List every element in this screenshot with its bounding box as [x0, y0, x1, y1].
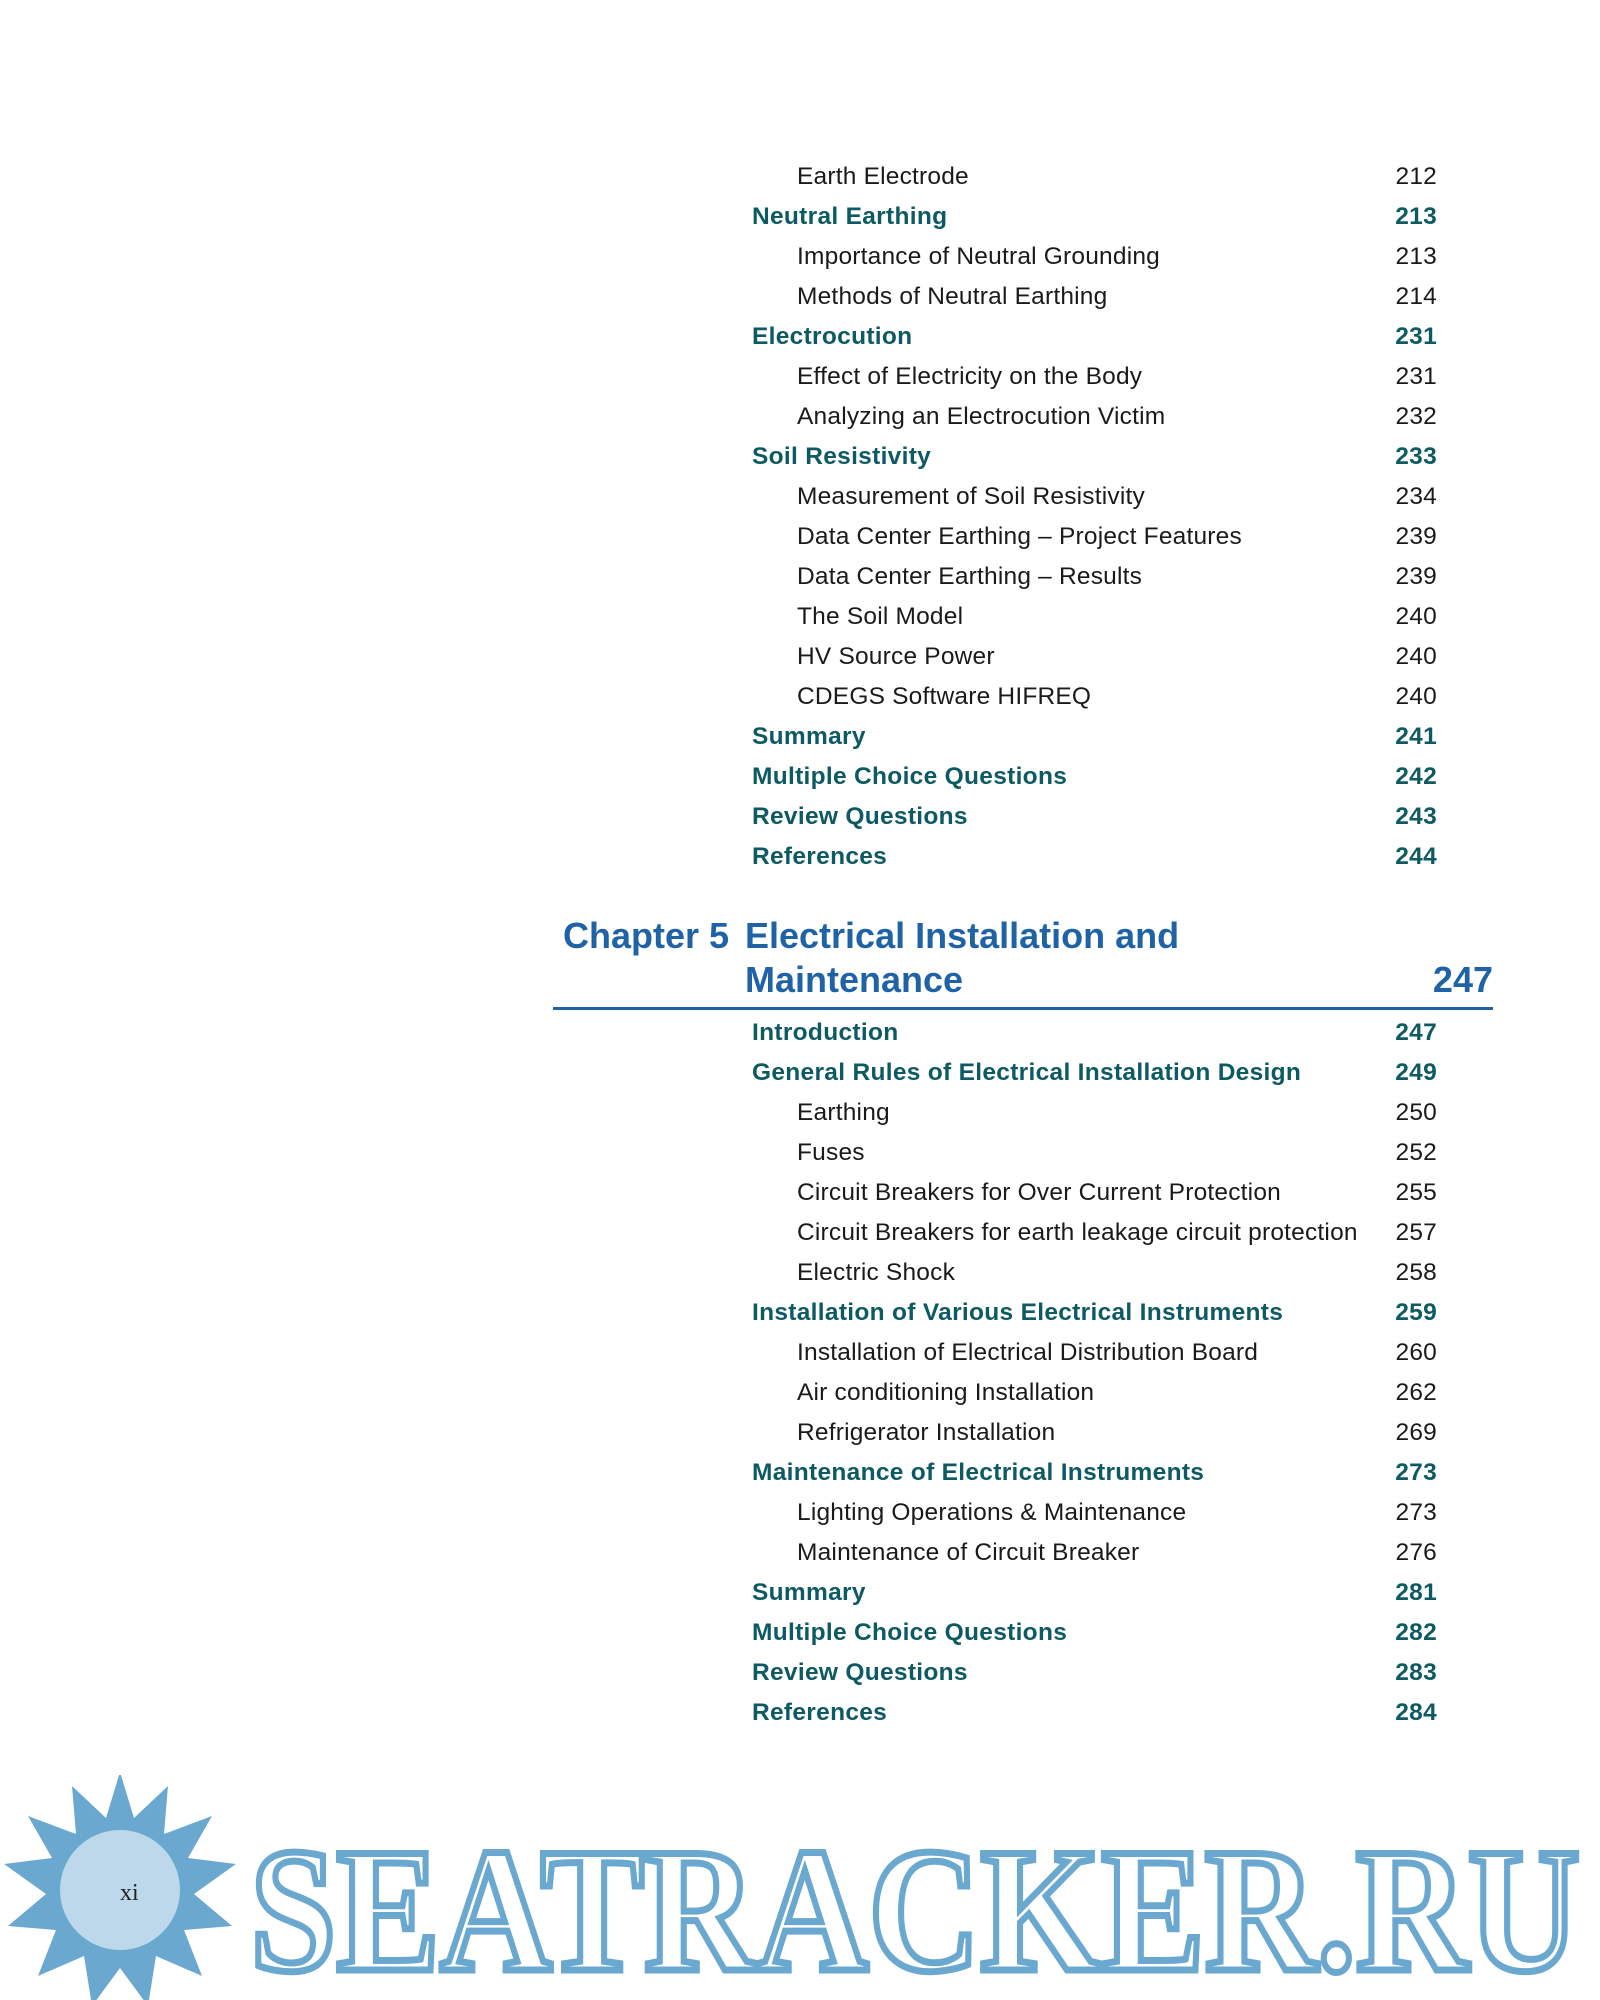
toc-subsection-entry[interactable] [752, 1213, 1437, 1253]
toc-entry-label: Electrocution [752, 323, 913, 350]
toc-entry-page: 273 [1395, 1499, 1437, 1526]
toc-entry-label: Review Questions [752, 803, 968, 830]
toc-entry-label: Circuit Breakers for Over Current Protection [797, 1179, 1281, 1206]
toc-entry-page: 244 [1395, 843, 1437, 870]
toc-entry-page: 214 [1395, 283, 1437, 310]
toc-section-entry[interactable] [752, 757, 1437, 797]
toc-entry-page: 282 [1395, 1619, 1437, 1646]
toc-entry-page: 240 [1395, 603, 1437, 630]
toc-entry-page: 233 [1395, 443, 1437, 470]
toc-subsection-entry[interactable] [752, 677, 1437, 717]
toc-section-entry[interactable] [752, 717, 1437, 757]
toc-entry-page: 262 [1395, 1379, 1437, 1406]
toc-subsection-entry[interactable] [752, 157, 1437, 197]
toc-subsection-entry[interactable] [752, 517, 1437, 557]
toc-subsection-entry[interactable] [752, 1493, 1437, 1533]
toc-entry-label: Soil Resistivity [752, 443, 932, 470]
page-folio: xi [120, 1880, 139, 1906]
toc-entry-page: 231 [1395, 323, 1437, 350]
toc-entry-page: 240 [1395, 643, 1437, 670]
toc-entry-label: CDEGS Software HIFREQ [797, 683, 1092, 710]
chapter-heading [553, 910, 1493, 1010]
toc-subsection-entry[interactable] [752, 557, 1437, 597]
toc-entry-label: HV Source Power [797, 643, 995, 670]
toc-entry-label: Neutral Earthing [752, 203, 948, 230]
toc-entry-page: 213 [1395, 203, 1437, 230]
chapter-number: Chapter 5 [563, 915, 730, 956]
watermark [0, 1775, 1600, 2000]
toc-entry-page: 231 [1395, 363, 1437, 390]
toc-entry-label: General Rules of Electrical Installation Design [752, 1059, 1302, 1086]
toc-subsection-entry[interactable] [752, 477, 1437, 517]
toc-entry-label: Installation of Electrical Distribution Board [797, 1339, 1259, 1366]
toc-entry-label: Measurement of Soil Resistivity [797, 483, 1145, 510]
toc-section-entry[interactable] [752, 1013, 1437, 1053]
toc-entry-label: Lighting Operations & Maintenance [797, 1499, 1187, 1526]
toc-entry-page: 252 [1395, 1139, 1437, 1166]
chapter-page: 247 [1432, 959, 1493, 1000]
toc-entry-page: 243 [1395, 803, 1437, 830]
toc-subsection-entry[interactable] [752, 1133, 1437, 1173]
toc-entry-label: Summary [752, 723, 866, 750]
toc-entry-label: The Soil Model [797, 603, 964, 630]
toc-entry-page: 247 [1395, 1019, 1437, 1046]
toc-entry-page: 255 [1395, 1179, 1437, 1206]
toc-entry-label: Maintenance of Electrical Instruments [752, 1459, 1205, 1486]
toc-entry-page: 260 [1395, 1339, 1437, 1366]
watermark-text: SEATRACKER.RU [250, 1811, 1580, 2000]
toc-entry-page: 249 [1395, 1059, 1437, 1086]
toc-entry-label: Circuit Breakers for earth leakage circuit protection [797, 1219, 1358, 1246]
toc-subsection-entry[interactable] [752, 1373, 1437, 1413]
toc-subsection-entry[interactable] [752, 597, 1437, 637]
toc-entry-label: Summary [752, 1579, 866, 1606]
toc-section-entry[interactable] [752, 1573, 1437, 1613]
toc-subsection-entry[interactable] [752, 1333, 1437, 1373]
toc-entry-label: Importance of Neutral Grounding [797, 243, 1161, 270]
toc-section-entry[interactable] [752, 1293, 1437, 1333]
toc-entry-page: 242 [1395, 763, 1437, 790]
toc-subsection-entry[interactable] [752, 237, 1437, 277]
toc-subsection-entry[interactable] [752, 397, 1437, 437]
toc-entry-page: 239 [1395, 563, 1437, 590]
toc-entry-label: Maintenance of Circuit Breaker [797, 1539, 1140, 1566]
toc-entry-page: 241 [1395, 723, 1437, 750]
toc-entry-label: Fuses [797, 1139, 865, 1166]
toc-entry-page: 281 [1395, 1579, 1437, 1606]
toc-section-entry[interactable] [752, 1693, 1437, 1733]
toc-entry-page: 232 [1395, 403, 1437, 430]
toc-section-entry[interactable] [752, 1453, 1437, 1493]
toc-entry-label: Data Center Earthing – Project Features [797, 523, 1242, 550]
toc-entry-page: 234 [1395, 483, 1437, 510]
toc-entry-page: 273 [1395, 1459, 1437, 1486]
toc-subsection-entry[interactable] [752, 1173, 1437, 1213]
toc-subsection-entry[interactable] [752, 1093, 1437, 1133]
toc-entry-label: Review Questions [752, 1659, 968, 1686]
toc-entry-label: Earthing [797, 1099, 890, 1126]
toc-entry-label: Air conditioning Installation [797, 1379, 1095, 1406]
toc-entry-label: Analyzing an Electrocution Victim [797, 403, 1166, 430]
toc-entry-label: Introduction [752, 1019, 899, 1046]
toc-entry-page: 283 [1395, 1659, 1437, 1686]
toc-entry-page: 240 [1395, 683, 1437, 710]
toc-section-entry[interactable] [752, 797, 1437, 837]
toc-section-entry[interactable] [752, 437, 1437, 477]
toc-entry-page: 250 [1395, 1099, 1437, 1126]
toc-subsection-entry[interactable] [752, 1253, 1437, 1293]
toc-subsection-entry[interactable] [752, 637, 1437, 677]
toc-section-entry[interactable] [752, 1053, 1437, 1093]
toc-entry-label: Multiple Choice Questions [752, 763, 1068, 790]
toc-entry-label: Multiple Choice Questions [752, 1619, 1068, 1646]
toc-entry-label: Refrigerator Installation [797, 1419, 1056, 1446]
toc-section-entry[interactable] [752, 837, 1437, 877]
toc-entry-page: 212 [1395, 163, 1437, 190]
toc-entry-label: Methods of Neutral Earthing [797, 283, 1108, 310]
chapter-title-line2: Maintenance [745, 959, 964, 1000]
toc-section-entry[interactable] [752, 1653, 1437, 1693]
toc-section-entry[interactable] [752, 197, 1437, 237]
toc-entry-page: 284 [1395, 1699, 1437, 1726]
toc-entry-page: 213 [1395, 243, 1437, 270]
toc-section-entry[interactable] [752, 1613, 1437, 1653]
toc-entry-page: 239 [1395, 523, 1437, 550]
toc-subsection-entry[interactable] [752, 357, 1437, 397]
toc-entry-label: Installation of Various Electrical Instruments [752, 1299, 1284, 1326]
toc-subsection-entry[interactable] [752, 277, 1437, 317]
chapter-divider [553, 1007, 1493, 1010]
toc-entry-label: References [752, 843, 888, 870]
chapter-title-line1: Electrical Installation and [745, 915, 1180, 956]
toc-entry-label: Effect of Electricity on the Body [797, 363, 1143, 390]
toc-entry-page: 257 [1395, 1219, 1437, 1246]
toc-entry-label: References [752, 1699, 888, 1726]
toc-section-entry[interactable] [752, 317, 1437, 357]
toc-entry-label: Earth Electrode [797, 163, 969, 190]
toc-entry-page: 258 [1395, 1259, 1437, 1286]
toc-entry-page: 276 [1395, 1539, 1437, 1566]
toc-entry-page: 269 [1395, 1419, 1437, 1446]
toc-entry-label: Electric Shock [797, 1259, 956, 1286]
toc-entry-page: 259 [1395, 1299, 1437, 1326]
toc-entry-label: Data Center Earthing – Results [797, 563, 1143, 590]
toc-subsection-entry[interactable] [752, 1413, 1437, 1453]
toc-subsection-entry[interactable] [752, 1533, 1437, 1573]
